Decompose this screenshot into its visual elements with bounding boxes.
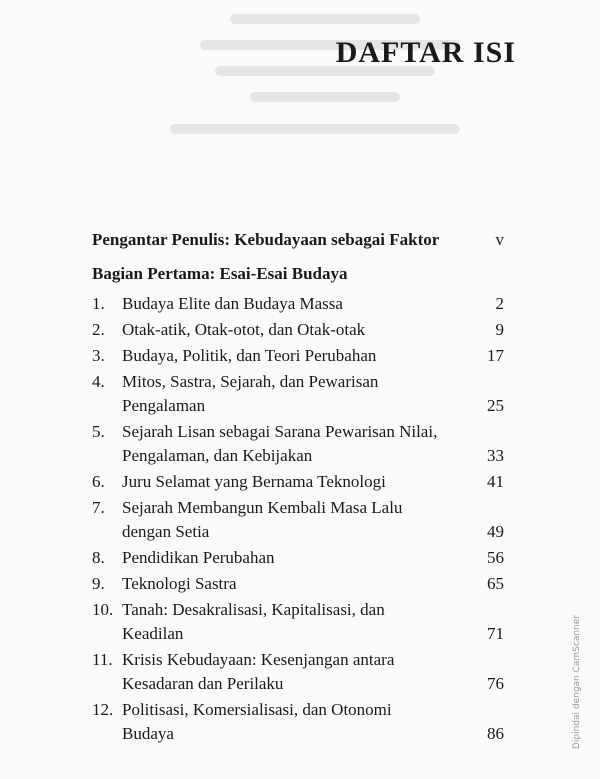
toc-entry-page: 9 bbox=[495, 320, 504, 339]
toc-entry-number: 10. bbox=[92, 600, 114, 619]
toc-entry-number: 1. bbox=[92, 294, 105, 313]
toc-intro bbox=[92, 228, 504, 252]
toc-entry-page: 41 bbox=[487, 472, 504, 491]
toc-entry-page: 71 bbox=[487, 624, 504, 643]
toc-entry-title-line: Budaya bbox=[122, 724, 174, 743]
toc-entry-title-line: Budaya, Politik, dan Teori Perubahan bbox=[122, 346, 377, 365]
toc-entry-title-line: Pendidikan Perubahan bbox=[122, 548, 275, 567]
toc-section-heading bbox=[92, 262, 504, 286]
toc-entry bbox=[92, 470, 504, 494]
toc-entry bbox=[92, 292, 504, 316]
toc-entry bbox=[92, 496, 504, 544]
toc-entry-title-line: Budaya Elite dan Budaya Massa bbox=[122, 294, 343, 313]
toc-entry bbox=[92, 318, 504, 342]
toc-entry bbox=[92, 420, 504, 468]
toc-entry-title-line: Juru Selamat yang Bernama Teknologi bbox=[122, 472, 386, 491]
toc-intro-label: Pengantar Penulis: Kebudayaan sebagai Faktor bbox=[92, 230, 440, 249]
toc-entry-page: 86 bbox=[487, 724, 504, 743]
toc-entry-title-line: Kesadaran dan Perilaku bbox=[122, 674, 284, 693]
toc-entry-page: 56 bbox=[487, 548, 504, 567]
toc-entry-number: 9. bbox=[92, 574, 105, 593]
toc-entry-title-line: Sejarah Lisan sebagai Sarana Pewarisan Nilai, bbox=[122, 422, 438, 441]
page-title: DAFTAR ISI bbox=[335, 36, 516, 69]
toc-entry-title-line: Sejarah Membangun Kembali Masa Lalu bbox=[122, 498, 403, 517]
toc-entry-number: 6. bbox=[92, 472, 105, 491]
toc-entry-title-line: Pengalaman bbox=[122, 396, 206, 415]
toc-entry bbox=[92, 572, 504, 596]
show-through-text bbox=[0, 0, 600, 150]
toc-entry-number: 3. bbox=[92, 346, 105, 365]
toc-entry-title-line: Teknologi Sastra bbox=[122, 574, 237, 593]
toc-entry bbox=[92, 698, 504, 746]
toc-entry-title-line: Pengalaman, dan Kebijakan bbox=[122, 446, 313, 465]
toc-entry-number: 5. bbox=[92, 422, 105, 441]
toc-entry-page: 17 bbox=[487, 346, 504, 365]
toc-entry-title-line: Keadilan bbox=[122, 624, 184, 643]
toc-entry-page: 65 bbox=[487, 574, 504, 593]
toc-entry-title-line: Politisasi, Komersialisasi, dan Otonomi bbox=[122, 700, 392, 719]
toc-entries bbox=[92, 292, 504, 746]
toc-entry-number: 4. bbox=[92, 372, 105, 391]
toc-entry-number: 11. bbox=[92, 650, 113, 669]
scanner-watermark: Dipindai dengan CamScanner bbox=[572, 614, 582, 749]
toc-entry-page: 25 bbox=[487, 396, 504, 415]
toc-entry-title-line: Krisis Kebudayaan: Kesenjangan antara bbox=[122, 650, 395, 669]
toc-entry-page: 33 bbox=[487, 446, 504, 465]
toc-entry-page: 2 bbox=[495, 294, 504, 313]
toc-entry-number: 7. bbox=[92, 498, 105, 517]
toc-entry bbox=[92, 370, 504, 418]
toc-entry-number: 2. bbox=[92, 320, 105, 339]
toc-entry-number: 8. bbox=[92, 548, 105, 567]
toc-entry-number: 12. bbox=[92, 700, 114, 719]
toc-entry-page: 49 bbox=[487, 522, 504, 541]
toc-entry-page: 76 bbox=[487, 674, 504, 693]
toc-section-label: Bagian Pertama: Esai-Esai Budaya bbox=[92, 264, 348, 283]
toc-entry bbox=[92, 546, 504, 570]
toc-entry-title-line: dengan Setia bbox=[122, 522, 210, 541]
toc-entry-title-line: Otak-atik, Otak-otot, dan Otak-otak bbox=[122, 320, 366, 339]
toc-entry-title-line: Mitos, Sastra, Sejarah, dan Pewarisan bbox=[122, 372, 379, 391]
toc-entry bbox=[92, 344, 504, 368]
toc-entry-title-line: Tanah: Desakralisasi, Kapitalisasi, dan bbox=[122, 600, 385, 619]
toc-entry bbox=[92, 598, 504, 646]
table-of-contents bbox=[92, 228, 504, 748]
toc-intro-page: v bbox=[495, 230, 504, 249]
toc-entry bbox=[92, 648, 504, 696]
